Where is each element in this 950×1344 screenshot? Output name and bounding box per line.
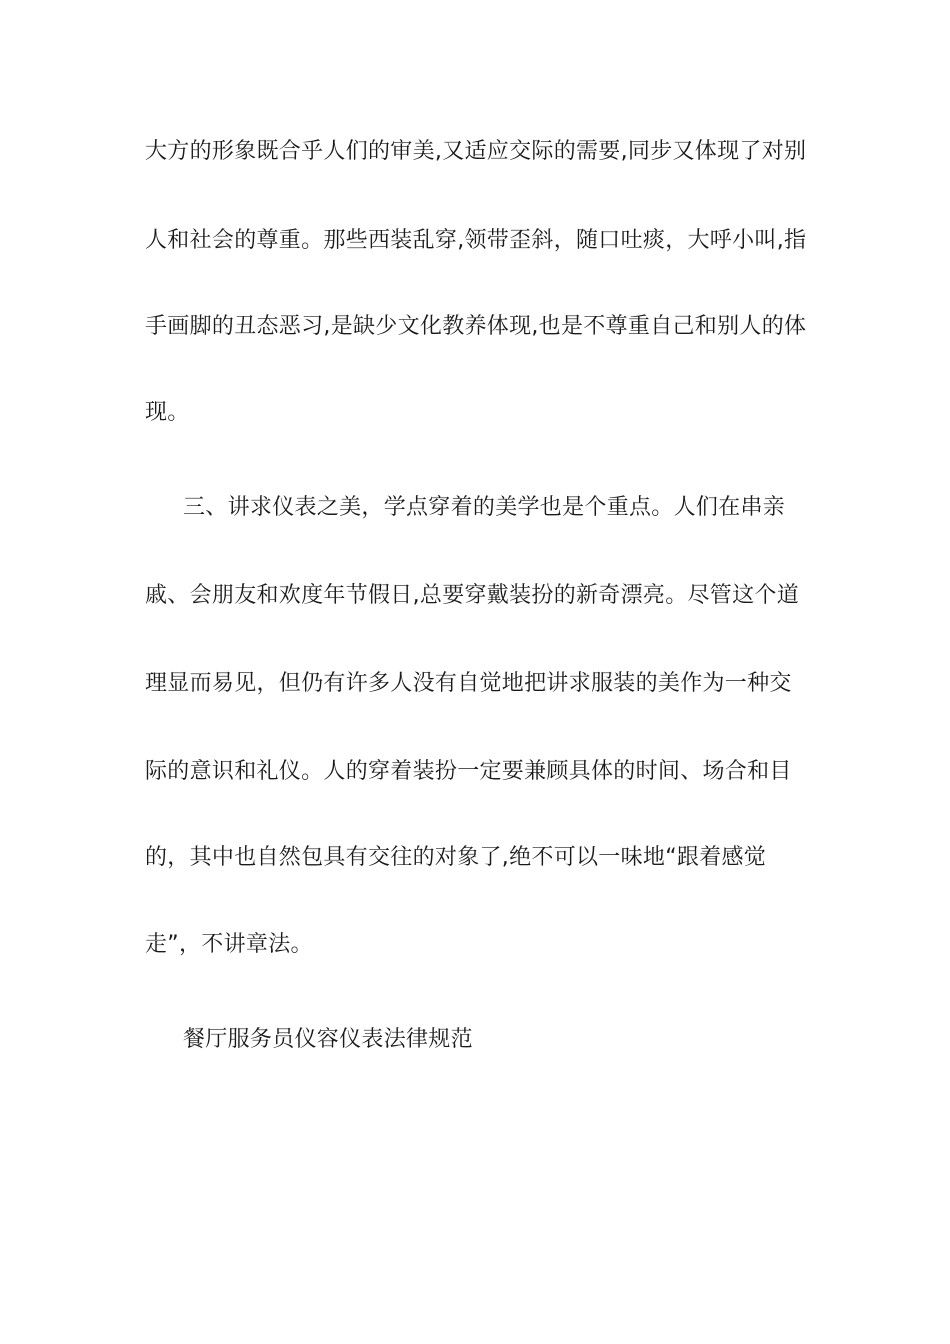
paragraph-line: 走”，不讲章法。: [145, 932, 313, 957]
paragraph-line: 现。: [145, 400, 190, 425]
paragraph-line: 理显而易见，但仍有许多人没有自觉地把讲求服装的美作为一种交: [145, 671, 792, 696]
paragraph-line: 人和社会的尊重。那些西装乱穿,领带歪斜，随口吐痰，大呼小叫,指: [145, 228, 807, 253]
paragraph-line: 的，其中也自然包具有交往的对象了,绝不可以一味地“跟着感觉: [145, 845, 767, 870]
paragraph-line: 三、讲求仪表之美，学点穿着的美学也是个重点。人们在串亲: [183, 495, 786, 520]
paragraph-line: 戚、会朋友和欢度年节假日,总要穿戴装扮的新奇漂亮。尽管这个道: [145, 583, 799, 608]
paragraph-line: 际的意识和礼仪。人的穿着装扮一定要兼顾具体的时间、场合和目: [145, 759, 792, 784]
paragraph-line: 大方的形象既合乎人们的审美,又适应交际的需要,同步又体现了对别: [145, 139, 807, 164]
section-heading: 餐厅服务员仪容仪表法律规范: [183, 1027, 473, 1052]
paragraph-line: 手画脚的丑态恶习,是缺少文化教养体现,也是不尊重自己和别人的体: [145, 314, 807, 339]
